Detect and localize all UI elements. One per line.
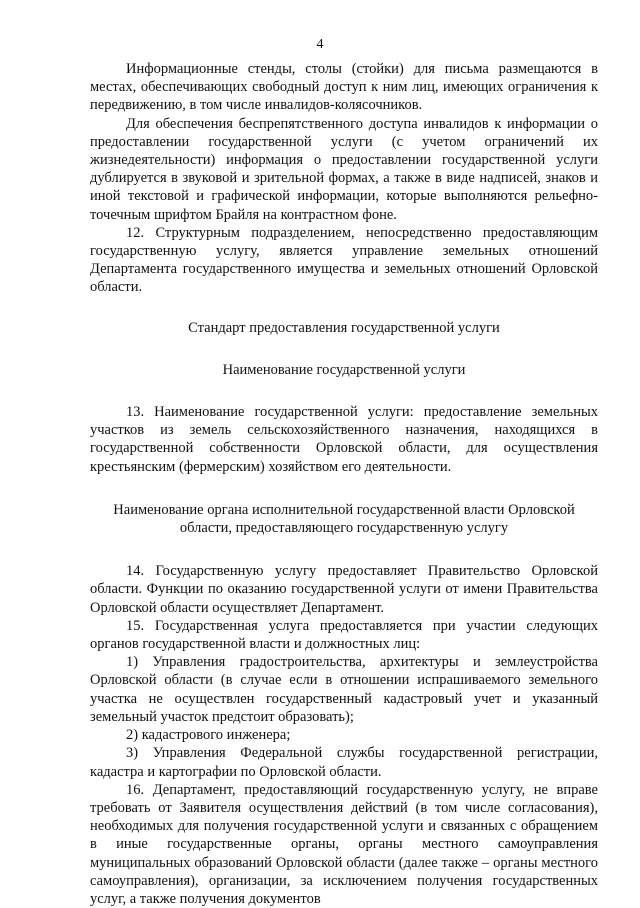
paragraph-15: 15. Государственная услуга предоставляется при участии следующих органов государственной власти и должностных лиц: bbox=[90, 617, 598, 653]
document-body bbox=[90, 60, 598, 908]
paragraph-15-item-1: 1) Управления градостроительства, архитектуры и землеустройства Орловской области (в случае если в отношении испрашиваемого земельного участка не осуществлен государственный кадастровый учет и указанный земельный участок предстоит образовать); bbox=[90, 654, 598, 725]
heading-standard: Стандарт предоставления государственной услуги bbox=[188, 319, 500, 336]
heading-organ bbox=[90, 501, 598, 537]
heading-service-name: Наименование государственной услуги bbox=[222, 361, 466, 378]
page-number: 4 bbox=[316, 37, 324, 52]
paragraph-15-item-3: 3) Управления Федеральной службы государственной регистрации, кадастра и картографии по Орловской области. bbox=[90, 745, 598, 780]
paragraph-15-item-2: 2) кадастрового инженера; bbox=[126, 727, 291, 744]
paragraph-14: 14. Государственную услугу предоставляет Правительство Орловской области. Функции по оказанию государственной услуги от имени Правительства Орловской области осуществляет Департамент. bbox=[90, 563, 598, 616]
paragraph-13: 13. Наименование государственной услуги: предоставление земельных участков из земель сельскохозяйственного назначения, находящихся в государственной собственности Орловской области, для осуществления крестьянским (фермерским) хозяйством его деятельности. bbox=[90, 404, 598, 475]
paragraph-info-stands: Информационные стенды, столы (стойки) для письма размещаются в местах, обеспечивающих свободный доступ к ним лиц, имеющих ограничения к передвижению, в том числе инвалидов-колясочников. bbox=[90, 61, 598, 114]
heading-organ-line1: Наименование органа исполнительной государственной власти Орловской bbox=[113, 501, 575, 518]
paragraph-accessibility: Для обеспечения беспрепятственного доступа инвалидов к информации о предоставлении государственной услуги (с учетом ограничений их жизнедеятельности) информация о предоставлении государственной услуги дублируется в звуковой и зрительной формах, а также в виде надписей, знаков и иной текстовой и графической информации, которые выполняются рельефно-точечным шрифтом Брайля на контрастном фоне. bbox=[90, 115, 598, 223]
paragraph-12: 12. Структурным подразделением, непосредственно предоставляющим государственную услугу, является управление земельных отношений Департамента государственного имущества и земельных отношений Орловской области. bbox=[90, 224, 598, 296]
paragraph-16: 16. Департамент, предоставляющий государственную услугу, не вправе требовать от Заявителя осуществления действий (в том числе согласования), необходимых для получения государственной услуги и связанных с обращением в иные государственные органы, органы местного самоуправления муниципальных образований Орловской области (далее также – органы местного самоуправления), организации, за исключением получения государственных услуг, а также получения документов bbox=[90, 781, 598, 907]
heading-organ-line2: области, предоставляющего государственную услугу bbox=[179, 520, 509, 537]
